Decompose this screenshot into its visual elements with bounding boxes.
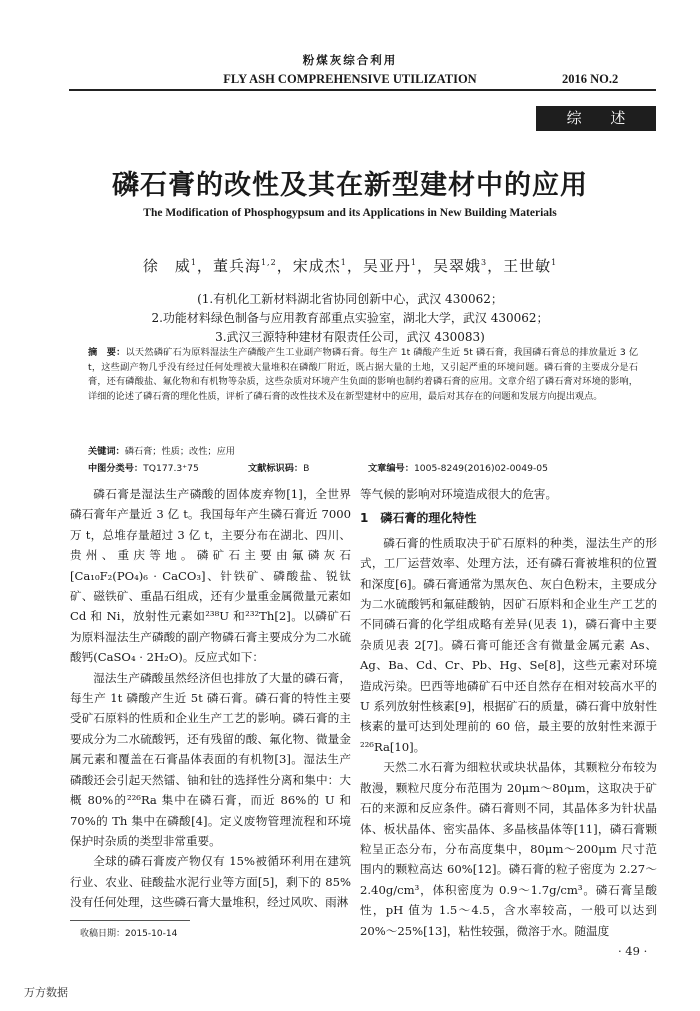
left-column — [70, 484, 351, 913]
article-no-label: 文章编号： — [368, 463, 414, 474]
journal-title-cn: 粉煤灰综合利用 — [302, 53, 398, 67]
section-heading: 1 磷石膏的理化特性 — [360, 511, 477, 526]
section-banner: 综 述 — [536, 106, 656, 131]
affiliation-line: 2.功能材料绿色制备与应用教育部重点实验室，湖北大学，武汉 430062； — [151, 311, 549, 325]
author-affil-mark: 1 — [190, 258, 197, 267]
author-name: 吴亚丹 — [362, 257, 411, 275]
author-name: 董兵海 — [212, 257, 261, 275]
clc-label: 中图分类号： — [88, 463, 144, 474]
classification-row — [88, 460, 648, 474]
author-name: 吴翠娥 — [432, 257, 481, 275]
doc-code-value: B — [303, 463, 310, 474]
affiliation-line: 3.武汉三源特种建材有限责任公司，武汉 430083) — [215, 330, 485, 344]
author-affil-mark: 1 — [551, 258, 558, 267]
doc-code-label: 文献标识码： — [248, 463, 304, 474]
keywords-text: 磷石膏；性质；改性；应用 — [124, 446, 235, 457]
journal-title-en: FLY ASH COMPREHENSIVE UTILIZATION — [223, 72, 477, 86]
body-paragraph: 磷石膏是湿法生产磷酸的固体废弃物[1]，全世界磷石膏年产量近 3 亿 t。我国每年产生磷石膏近 7000 万 t，总堆存量超过 3 亿 t，主要分布在湖北、四川、贵州、重庆等地。磷矿石主要由氟磷灰石[Ca₁₀F₂(PO₄)₆ · CaCO₃]、针铁矿、磷酸盐、锐钛矿、磁铁矿、重晶石组成，还有少量重金属微量元素如 Cd 和 Ni，放射性元素如²³⁸U 和²³²Th[2]。以磷矿石为原料湿法生产磷酸的副产物磷石膏主要成分为二水硫酸钙(CaSO₄ · 2H₂O)。反应式如下： — [70, 487, 351, 665]
author-affil-mark: 1,2 — [260, 258, 277, 267]
watermark: 万方数据 — [24, 986, 68, 999]
article-title-en: The Modification of Phosphogypsum and its Applications in New Building Materials — [143, 207, 557, 219]
page-number: · 49 · — [618, 944, 648, 958]
abstract — [88, 346, 638, 404]
abstract-text: 以天然磷矿石为原料湿法生产磷酸产生工业副产物磷石膏。每生产 1t 磷酸产生近 5t 磷石膏，我国磷石膏总的排放量近 3 亿 t，这些副产物几乎没有经过任何处理被大量堆积在磷酸厂附近，既占据大量的土地，又引起严重的环境问题。磷石膏的主要成分是石膏，还有磷酸盐、氟化物和有机物等杂质，这些杂质对环境产生负面的影响也制约着磷石膏的应用。文章介绍了磷石膏对环境的影响，详细的论述了磷石膏的理化性质，评析了磷石膏的改性技术及在新型建材中的应用，最后对其存在的问题和发展方向提出观点。 — [88, 347, 639, 402]
header-rule — [69, 89, 656, 91]
footnote-rule — [70, 920, 190, 921]
affiliation-line: (1.有机化工新材料湖北省协同创新中心，武汉 430062； — [197, 292, 503, 306]
author-affil-mark: 3 — [480, 258, 488, 267]
body-paragraph: 磷石膏的性质取决于矿石原料的种类，湿法生产的形式，工厂运营效率、处理方法，还有磷石膏被堆积的位置和深度[6]。磷石膏通常为黑灰色、灰白色粉末，主要成分为二水硫酸钙和氟硅酸钠，因矿石原料和企业生产工艺的不同磷石膏的化学组成略有差异(见表 1)，磷石膏中主要杂质见表 2[7]。磷石膏可能还含有微量金属元素 As、Ag、Ba、Cd、Cr、Pb、Hg、Se[8]，这些元素对环境造成污染。巴西等地磷矿石中还自然存在相对较高水平的 U 系列放射性核素[9]，根据矿石的质量，磷石膏中放射性核素的量可达到处理前的 60 倍，最主要的放射性来源于²²⁶Ra[10]。 — [360, 535, 657, 754]
author-affil-mark: 1 — [410, 258, 417, 267]
author-name: 王世敏 — [503, 257, 552, 275]
author-affil-mark: 1 — [340, 258, 347, 267]
clc-value: TQ177.3⁺75 — [143, 463, 199, 474]
body-paragraph: 湿法生产磷酸虽然经济但也排放了大量的磷石膏，每生产 1t 磷酸产生近 5t 磷石膏。磷石膏的特性主要受矿石原料的性质和企业生产工艺的影响。磷石膏的主要成分为二水硫酸钙，还有残留的酸、氟化物、微量金属元素和覆盖在石膏晶体表面的有机物[3]。湿法生产磷酸还会引起天然镭、铀和钍的选择性分离和集中：大概 80%的²²⁶Ra 集中在磷石膏，而近 86%的 U 和 70%的 Th 集中在磷酸[4]。定义废物管理流程和环境保护时杂质的类型非常重要。 — [70, 670, 351, 848]
body-paragraph: 等气候的影响对环境造成很大的危害。 — [360, 487, 558, 501]
keywords — [88, 443, 235, 457]
author-list: 徐 威$^1$，董兵海$^{1,2}$，宋成杰$^1$，吴亚丹$^1$，吴翠娥$^3$，王世敏$^1$ — [142, 257, 558, 275]
received-date: 收稿日期：2015-10-14 — [80, 929, 178, 939]
abstract-label: 摘 要： — [88, 347, 126, 358]
keywords-label: 关键词： — [88, 446, 125, 457]
body-paragraph: 天然二水石膏为细粒状或块状晶体，其颗粒分布较为散漫，颗粒尺度分布范围为 20μm～80μm，这取决于矿石的来源和反应条件。磷石膏则不同，其晶体多为针状晶体、板状晶体、密实晶体、多晶核晶体等[11]，磷石膏颗粒呈正态分布，分布高度集中，80μm～200μm 尺寸范围内的颗粒高达 60%[12]。磷石膏的粒子密度为 2.27～2.40g/cm³，体积密度为 0.9～1.7g/cm³。磷石膏呈酸性，pH 值为 1.5～4.5，含水率较高，一般可以达到 20%～25%[13]，粘性较强，微溶于水。随温度 — [360, 760, 657, 938]
article-no-value: 1005-8249(2016)02-0049-05 — [413, 463, 548, 474]
article-title: 磷石膏的改性及其在新型建材中的应用 — [112, 170, 588, 201]
author-name: 徐 威 — [142, 257, 191, 275]
right-column — [360, 484, 657, 941]
body-paragraph: 全球的磷石膏废产物仅有 15%被循环利用在建筑行业、农业、硅酸盐水泥行业等方面[5]，剩下的 85%没有任何处理，这些磷石膏大量堆积，经过风吹、雨淋 — [70, 854, 351, 910]
journal-issue: 2016 NO.2 — [562, 72, 619, 86]
author-name: 宋成杰 — [292, 257, 341, 275]
